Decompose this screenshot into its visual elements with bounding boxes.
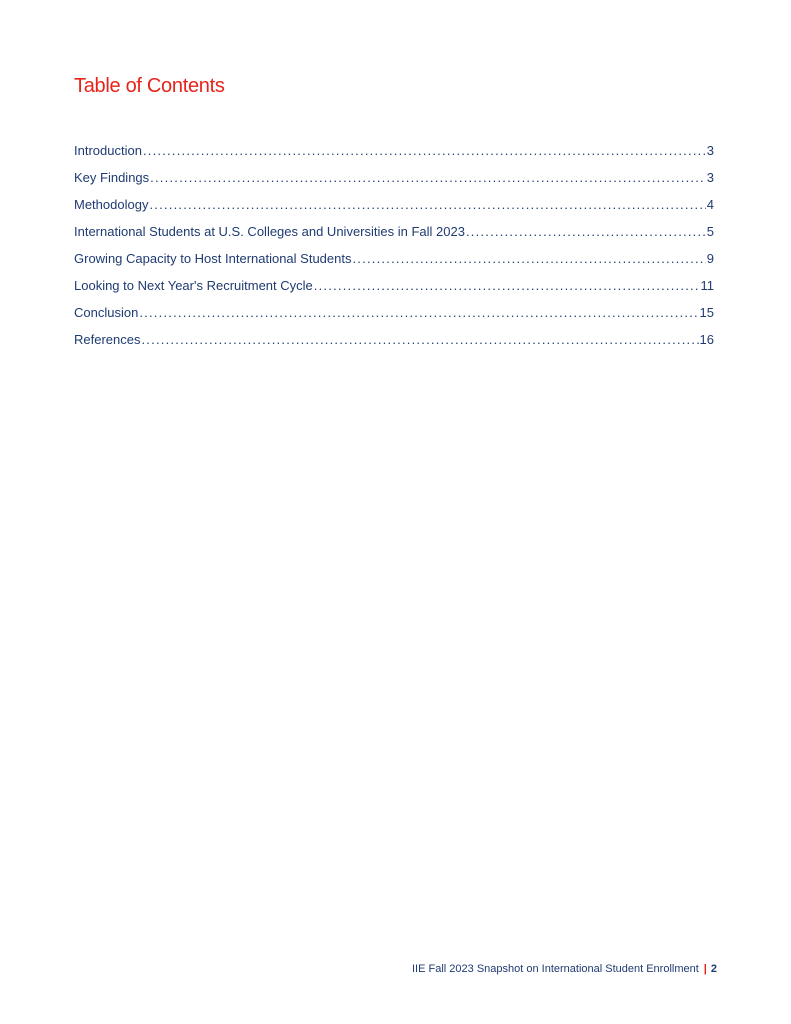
toc-entry-recruitment-cycle[interactable] <box>74 278 714 305</box>
toc-entry-conclusion[interactable] <box>74 305 714 332</box>
dot-leader <box>314 278 700 293</box>
footer-separator: | <box>703 963 707 975</box>
toc-entry-page: 3 <box>706 170 714 185</box>
toc-entry-international-students[interactable] <box>74 224 714 251</box>
toc-entry-page: 11 <box>700 278 714 293</box>
toc-entry-label: Key Findings <box>74 170 150 185</box>
toc-title: Table of Contents <box>74 75 225 97</box>
toc-entry-label: Conclusion <box>74 305 139 320</box>
toc-entry-references[interactable] <box>74 332 714 359</box>
toc-entry-label: Looking to Next Year's Recruitment Cycle <box>74 278 313 293</box>
dot-leader <box>466 224 706 239</box>
toc-entry-label: Methodology <box>74 197 149 212</box>
toc-entry-methodology[interactable] <box>74 197 714 224</box>
toc-entry-label: Introduction <box>74 143 142 158</box>
footer-text: IIE Fall 2023 Snapshot on International Student Enrollment <box>412 963 699 975</box>
toc-entry-page: 3 <box>706 143 714 158</box>
dot-leader <box>149 197 705 212</box>
toc-list <box>74 143 714 359</box>
page-footer <box>412 963 717 975</box>
dot-leader <box>143 143 706 158</box>
toc-entry-page: 5 <box>706 224 714 239</box>
toc-entry-introduction[interactable] <box>74 143 714 170</box>
dot-leader <box>139 305 698 320</box>
dot-leader <box>352 251 705 266</box>
dot-leader <box>141 332 698 347</box>
toc-entry-key-findings[interactable] <box>74 170 714 197</box>
toc-entry-page: 9 <box>706 251 714 266</box>
dot-leader <box>150 170 706 185</box>
toc-entry-label: Growing Capacity to Host International Students <box>74 251 352 266</box>
toc-entry-growing-capacity[interactable] <box>74 251 714 278</box>
footer-page-number: 2 <box>710 963 717 975</box>
toc-entry-page: 4 <box>706 197 714 212</box>
toc-entry-page: 16 <box>699 332 714 347</box>
toc-entry-label: References <box>74 332 141 347</box>
toc-entry-page: 15 <box>699 305 714 320</box>
toc-entry-label: International Students at U.S. Colleges and Universities in Fall 2023 <box>74 224 465 239</box>
